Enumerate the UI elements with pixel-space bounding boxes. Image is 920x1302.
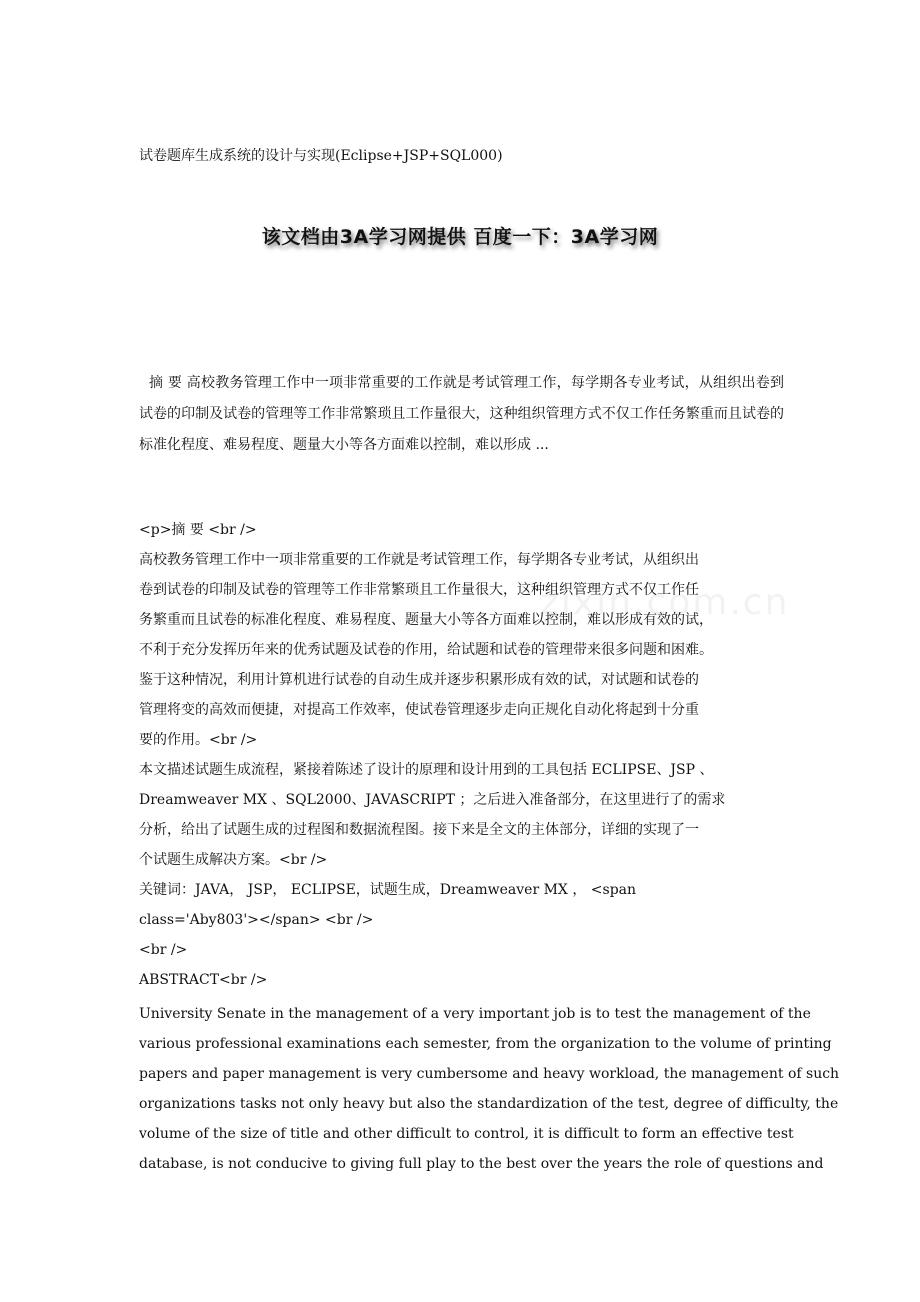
keywords-line: 关键词：JAVA， JSP， ECLIPSE，试题生成，Dreamweaver MX ， <span bbox=[139, 882, 637, 898]
english-line: University Senate in the management of a very important job is to test the management of the bbox=[139, 1006, 811, 1022]
body-text bbox=[139, 515, 789, 995]
body-line: <br /> bbox=[139, 942, 188, 958]
body-line: 务繁重而且试卷的标准化程度、难易程度、题量大小等各方面难以控制，难以形成有效的试， bbox=[139, 612, 713, 628]
english-abstract bbox=[139, 999, 840, 1179]
abstract-heading: ABSTRACT<br /> bbox=[139, 972, 268, 988]
body-line: <p>摘 要 <br /> bbox=[139, 522, 257, 538]
english-line: database, is not conducive to giving full play to the best over the years the role of questions and bbox=[139, 1156, 824, 1172]
body-line: Dreamweaver MX 、SQL2000、JAVASCRIPT ；之后进入准备部分，在这里进行了的需求 bbox=[139, 792, 726, 808]
body-line: 高校教务管理工作中一项非常重要的工作就是考试管理工作，每学期各专业考试，从组织出 bbox=[139, 552, 699, 568]
english-line: volume of the size of title and other difficult to control, it is difficult to form an effective test bbox=[139, 1126, 794, 1142]
abstract-summary: 摘 要 高校教务管理工作中一项非常重要的工作就是考试管理工作，每学期各专业考试，从组织出卷到试卷的印制及试卷的管理等工作非常繁琐且工作量很大，这种组织管理方式不仅工作任务繁重而且试卷的标准化程度、难易程度、题量大小等各方面难以控制，难以形成 ... bbox=[139, 375, 784, 453]
english-line: organizations tasks not only heavy but also the standardization of the test, degree of difficulty, the bbox=[139, 1096, 839, 1112]
body-line: 卷到试卷的印制及试卷的管理等工作非常繁琐且工作量很大，这种组织管理方式不仅工作任 bbox=[139, 582, 699, 598]
body-line: 本文描述试题生成流程，紧接着陈述了设计的原理和设计用到的工具包括 ECLIPSE、JSP 、 bbox=[139, 762, 714, 778]
body-line: 分析，给出了试题生成的过程图和数据流程图。接下来是全文的主体部分，详细的实现了一 bbox=[139, 822, 699, 838]
body-line: 不利于充分发挥历年来的优秀试题及试卷的作用，给试题和试卷的管理带来很多问题和困难。 bbox=[139, 642, 713, 658]
english-line: papers and paper management is very cumbersome and heavy workload, the management of such bbox=[139, 1066, 840, 1082]
english-line: various professional examinations each semester, from the organization to the volume of printing bbox=[139, 1036, 832, 1052]
body-line: 个试题生成解决方案。<br /> bbox=[139, 852, 328, 868]
document-title: 试卷题库生成系统的设计与实现(Eclipse+JSP+SQL000) bbox=[139, 148, 503, 164]
body-line: 管理将变的高效而便捷，对提高工作效率，使试卷管理逐步走向正规化自动化将起到十分重 bbox=[139, 702, 699, 718]
body-line: class='Aby803'></span> <br /> bbox=[139, 912, 374, 928]
body-line: 鉴于这种情况，利用计算机进行试卷的自动生成并逐步积累形成有效的试，对试题和试卷的 bbox=[139, 672, 699, 688]
source-banner: 该文档由3A学习网提供 百度一下：3A学习网 bbox=[261, 226, 659, 248]
watermark: zixin.com.cn bbox=[540, 582, 790, 623]
body-line: 要的作用。<br /> bbox=[139, 732, 258, 748]
